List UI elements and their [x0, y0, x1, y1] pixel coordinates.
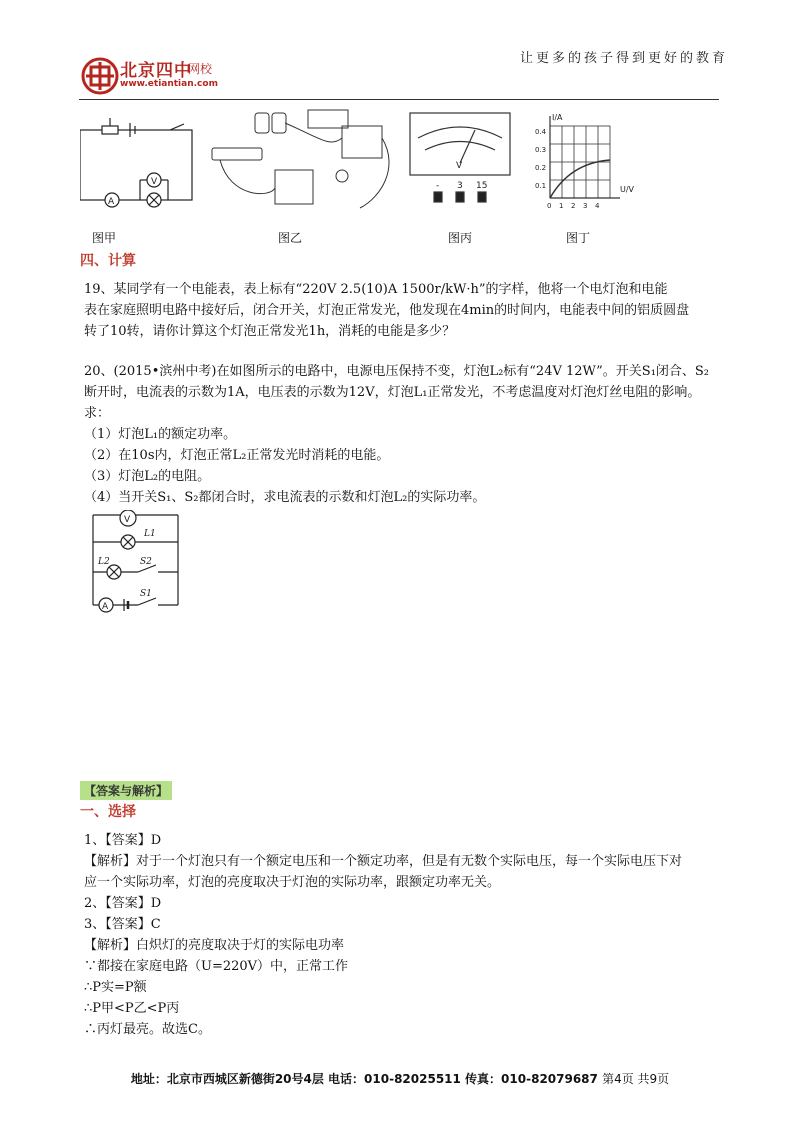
- figure-ding-graph: [550, 116, 620, 198]
- logo-url: www.etiantian.com: [120, 79, 218, 89]
- q19-line: 表在家庭照明电路中接好后，闭合开关，灯泡正常发光，他发现在4min的时间内，电能表中间的铝质圆盘: [84, 303, 690, 318]
- question-20: [84, 361, 724, 508]
- section-title-choice: 一、选择: [80, 804, 136, 820]
- circuit-label-l1: L1: [144, 529, 156, 539]
- meter-label-3: 3: [457, 181, 463, 191]
- q20-line: 求：: [84, 406, 111, 421]
- footer-address: 地址：北京市西城区新德街20号4层 电话：010-82025511 传真：010-82079687: [130, 1072, 598, 1086]
- answer-line: 1、【答案】D: [84, 833, 162, 848]
- q20-sub: （1）灯泡L₁的额定功率。: [84, 427, 237, 442]
- graph-x-label: U/V: [620, 185, 635, 194]
- footer: [0, 1070, 800, 1087]
- header-slogan: 让更多的孩子得到更好的教育: [520, 51, 729, 66]
- answer-line: 2、【答案】D: [84, 896, 162, 911]
- voltmeter-letter: V: [151, 177, 158, 187]
- meter-label-minus: -: [436, 181, 440, 191]
- graph-xtick: 1: [559, 202, 564, 210]
- circuit-label-l2: L2: [98, 557, 110, 567]
- caption-yi: 图乙: [278, 231, 303, 245]
- graph-ytick: 0.1: [535, 182, 547, 190]
- circuit-label-s2: S2: [140, 557, 152, 567]
- caption-ding: 图丁: [566, 231, 591, 245]
- answer-line: 【解析】白炽灯的亮度取决于灯的实际电功率: [84, 938, 345, 953]
- graph-ytick: 0.3: [535, 146, 547, 154]
- logo-emblem-icon: [80, 56, 120, 96]
- question-19: [84, 279, 724, 342]
- answer-line: ∴P甲<P乙<P丙: [84, 1001, 180, 1016]
- section-title-calc: 四、计算: [80, 253, 136, 269]
- answer-line: ∴P实=P额: [84, 980, 147, 995]
- q20-circuit: [88, 510, 188, 614]
- circuit-label-a: A: [102, 602, 109, 612]
- figure-yi-apparatus: [212, 110, 389, 208]
- q20-sub: （3）灯泡L₂的电阻。: [84, 469, 211, 484]
- graph-ytick: 0.4: [535, 128, 547, 136]
- logo-net: 网校: [188, 62, 213, 76]
- logo-name: 北京四中: [120, 61, 192, 81]
- footer-page: 第4页 共9页: [602, 1072, 670, 1086]
- q20-sub: （2）在10s内，灯泡正常L₂正常发光时消耗的电能。: [84, 448, 390, 463]
- meter-label-15: 15: [476, 181, 488, 191]
- meter-face-letter: V: [456, 161, 463, 171]
- figures-row: [80, 108, 720, 228]
- q19-line: 19、某同学有一个电能表，表上标有“220V 2.5(10)A 1500r/kW·h”的字样，他将一个电灯泡和电能: [84, 282, 668, 297]
- graph-ytick: 0.2: [535, 164, 547, 172]
- q20-sub: （4）当开关S₁、S₂都闭合时，求电流表的示数和灯泡L₂的实际功率。: [84, 490, 486, 505]
- q19-line: 转了10转，请你计算这个灯泡正常发光1h，消耗的电能是多少？: [84, 324, 456, 339]
- caption-jia: 图甲: [92, 231, 117, 245]
- figure-jia-circuit: [80, 118, 192, 207]
- graph-y-label: I/A: [552, 113, 563, 122]
- graph-xtick: 2: [571, 202, 576, 210]
- answers-body: [84, 830, 724, 1040]
- answer-line: 【解析】对于一个灯泡只有一个额定电压和一个额定功率，但是有无数个实际电压，每一个实际电压下对: [84, 854, 683, 869]
- circuit-label-v: V: [124, 515, 131, 525]
- circuit-label-s1: S1: [140, 589, 152, 599]
- q20-line: 20、(2015•滨州中考)在如图所示的电路中，电源电压保持不变，灯泡L₂标有“24V 12W”。开关S₁闭合、S₂: [84, 364, 710, 379]
- caption-bing: 图丙: [448, 231, 473, 245]
- answers-badge: 【答案与解析】: [80, 781, 172, 800]
- graph-xtick: 4: [595, 202, 600, 210]
- answer-line: ∴丙灯最亮。故选C。: [84, 1022, 211, 1037]
- header-divider: [79, 99, 719, 100]
- graph-xtick: 3: [583, 202, 588, 210]
- answer-line: ∵都接在家庭电路（U=220V）中，正常工作: [84, 959, 349, 974]
- ammeter-letter: A: [108, 197, 115, 207]
- graph-xtick: 0: [547, 202, 552, 210]
- q20-line: 断开时，电流表的示数为1A，电压表的示数为12V，灯泡L₁正常发光，不考虑温度对灯泡灯丝电阻的影响。: [84, 385, 701, 400]
- answer-line: 3、【答案】C: [84, 917, 161, 932]
- answer-line: 应一个实际功率，灯泡的亮度取决于灯泡的实际功率，跟额定功率无关。: [84, 875, 501, 890]
